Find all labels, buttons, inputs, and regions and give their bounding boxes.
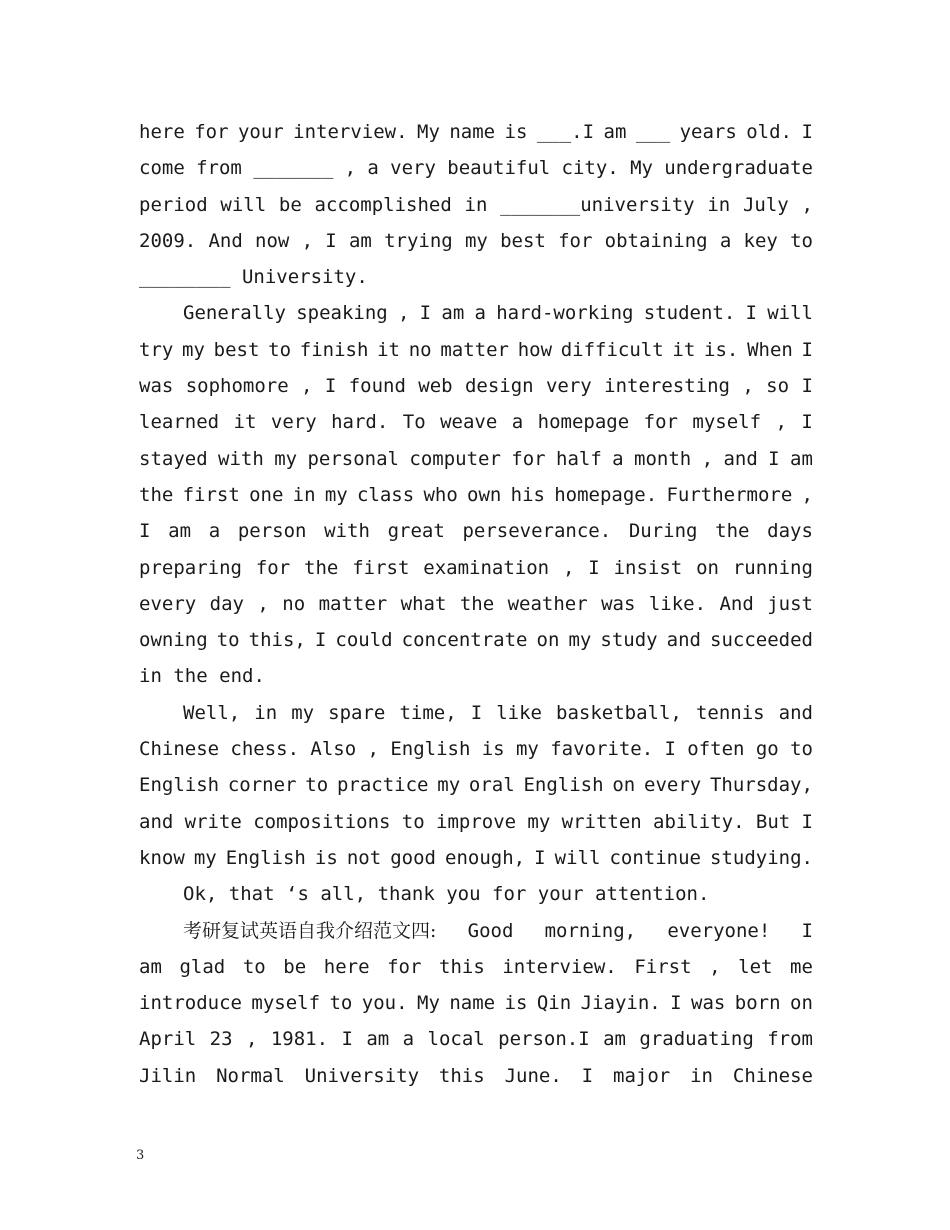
text-line: 2009. And now , I am trying my best for obtaining a key to (139, 229, 813, 252)
text-line: the first one in my class who own his homepage. Furthermore , (139, 483, 813, 506)
text-line: am glad to be here for this interview. First , let me (139, 955, 813, 978)
text-line: owning to this, I could concentrate on my study and succeeded (139, 629, 813, 652)
text-line: here for your interview. My name is ___.I am ___ years old. I (139, 121, 813, 143)
text-line: 考研复试英语自我介绍范文四: Good morning, everyone! I (183, 919, 813, 942)
text-line: Generally speaking , I am a hard-working student. I will (183, 302, 813, 325)
text-line: know my English is not good enough, I will continue studying. (139, 846, 813, 869)
text-line: English corner to practice my oral English on every Thursday, (139, 774, 813, 797)
text-line: introduce myself to you. My name is Qin Jiayin. I was born on (139, 992, 813, 1015)
text-line: in the end. (139, 665, 265, 688)
text-line: stayed with my personal computer for half a month , and I am (139, 447, 813, 470)
text-line: Ok, that ‘s all, thank you for your attention. (183, 883, 710, 906)
page-number: 3 (136, 1148, 145, 1163)
text-line: I am a person with great perseverance. During the days (139, 520, 813, 543)
text-line: was sophomore , I found web design very interesting , so I (139, 375, 813, 398)
text-line: period will be accomplished in _______university in July , (139, 193, 813, 216)
text-line: try my best to finish it no matter how difficult it is. When I (139, 338, 813, 361)
text-line: and write compositions to improve my written ability. But I (139, 810, 813, 833)
text-line: Jilin Normal University this June. I major in Chinese (139, 1064, 813, 1087)
text-line: ________ University. (139, 266, 368, 289)
text-line: come from _______ , a very beautiful city. My undergraduate (139, 157, 813, 180)
text-line: Chinese chess. Also , English is my favorite. I often go to (139, 738, 813, 761)
text-line: learned it very hard. To weave a homepage for myself , I (139, 411, 813, 434)
body-text (139, 114, 813, 1094)
text-line: preparing for the first examination , I insist on running (139, 556, 813, 579)
text-line: every day , no matter what the weather was like. And just (139, 592, 813, 615)
text-line: April 23 , 1981. I am a local person.I am graduating from (139, 1028, 813, 1051)
text-line: Well, in my spare time, I like basketball, tennis and (183, 701, 813, 724)
